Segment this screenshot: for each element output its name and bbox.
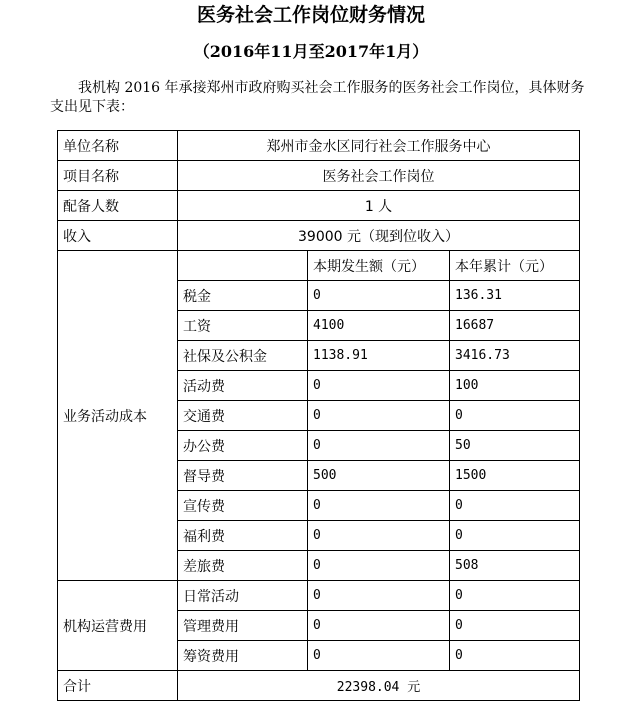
cost-current-value: 1138.91: [308, 341, 450, 371]
table-row: [58, 221, 580, 251]
business-cost-label: 业务活动成本: [58, 251, 178, 581]
document-period: （2016年11月至2017年1月）: [193, 42, 429, 61]
unit-name-label: 单位名称: [58, 131, 178, 161]
cost-ytd-value: 0: [450, 491, 580, 521]
cost-current-value: 0: [308, 521, 450, 551]
cost-current-value: 0: [308, 281, 450, 311]
operating-cost-label: 机构运营费用: [58, 581, 178, 671]
finance-table: [57, 130, 580, 701]
cost-ytd-value: 3416.73: [450, 341, 580, 371]
table-row: [58, 131, 580, 161]
cost-current-value: 0: [308, 371, 450, 401]
cost-item-label: 办公费: [178, 431, 308, 461]
total-value: 22398.04 元: [178, 671, 580, 701]
cost-ytd-value: 50: [450, 431, 580, 461]
operating-item-label: 筹资费用: [178, 641, 308, 671]
total-label: 合计: [58, 671, 178, 701]
cost-item-label: 交通费: [178, 401, 308, 431]
cost-item-label: 税金: [178, 281, 308, 311]
cost-item-label: 督导费: [178, 461, 308, 491]
cost-item-label: 活动费: [178, 371, 308, 401]
staff-count-label: 配备人数: [58, 191, 178, 221]
income-label: 收入: [58, 221, 178, 251]
intro-paragraph: 我机构 2016 年承接郑州市政府购买社会工作服务的医务社会工作岗位，具体财务支出见下表：: [50, 80, 585, 115]
operating-item-label: 管理费用: [178, 611, 308, 641]
operating-current-value: 0: [308, 581, 450, 611]
empty-header-cell: [178, 251, 308, 281]
staff-count-value: 1 人: [178, 191, 580, 221]
cost-item-label: 福利费: [178, 521, 308, 551]
cost-ytd-value: 100: [450, 371, 580, 401]
cost-ytd-value: 0: [450, 521, 580, 551]
cost-ytd-value: 136.31: [450, 281, 580, 311]
cost-current-value: 0: [308, 401, 450, 431]
cost-ytd-value: 1500: [450, 461, 580, 491]
project-name-label: 项目名称: [58, 161, 178, 191]
cost-item-label: 差旅费: [178, 551, 308, 581]
income-value: 39000 元（现到位收入）: [178, 221, 580, 251]
cost-current-value: 0: [308, 551, 450, 581]
cost-current-value: 4100: [308, 311, 450, 341]
table-row: [58, 581, 580, 611]
operating-current-value: 0: [308, 611, 450, 641]
cost-current-value: 500: [308, 461, 450, 491]
col-current-header: 本期发生额（元）: [308, 251, 450, 281]
table-row: [58, 191, 580, 221]
unit-name-value: 郑州市金水区同行社会工作服务中心: [178, 131, 580, 161]
cost-item-label: 社保及公积金: [178, 341, 308, 371]
cost-ytd-value: 508: [450, 551, 580, 581]
project-name-value: 医务社会工作岗位: [178, 161, 580, 191]
operating-current-value: 0: [308, 641, 450, 671]
operating-ytd-value: 0: [450, 581, 580, 611]
col-ytd-header: 本年累计（元）: [450, 251, 580, 281]
operating-ytd-value: 0: [450, 641, 580, 671]
table-header-row: [58, 251, 580, 281]
cost-item-label: 工资: [178, 311, 308, 341]
table-row: [58, 161, 580, 191]
cost-current-value: 0: [308, 491, 450, 521]
cost-ytd-value: 16687: [450, 311, 580, 341]
document-title: 医务社会工作岗位财务情况: [196, 4, 425, 26]
total-row: [58, 671, 580, 701]
operating-item-label: 日常活动: [178, 581, 308, 611]
cost-ytd-value: 0: [450, 401, 580, 431]
cost-current-value: 0: [308, 431, 450, 461]
cost-item-label: 宣传费: [178, 491, 308, 521]
operating-ytd-value: 0: [450, 611, 580, 641]
